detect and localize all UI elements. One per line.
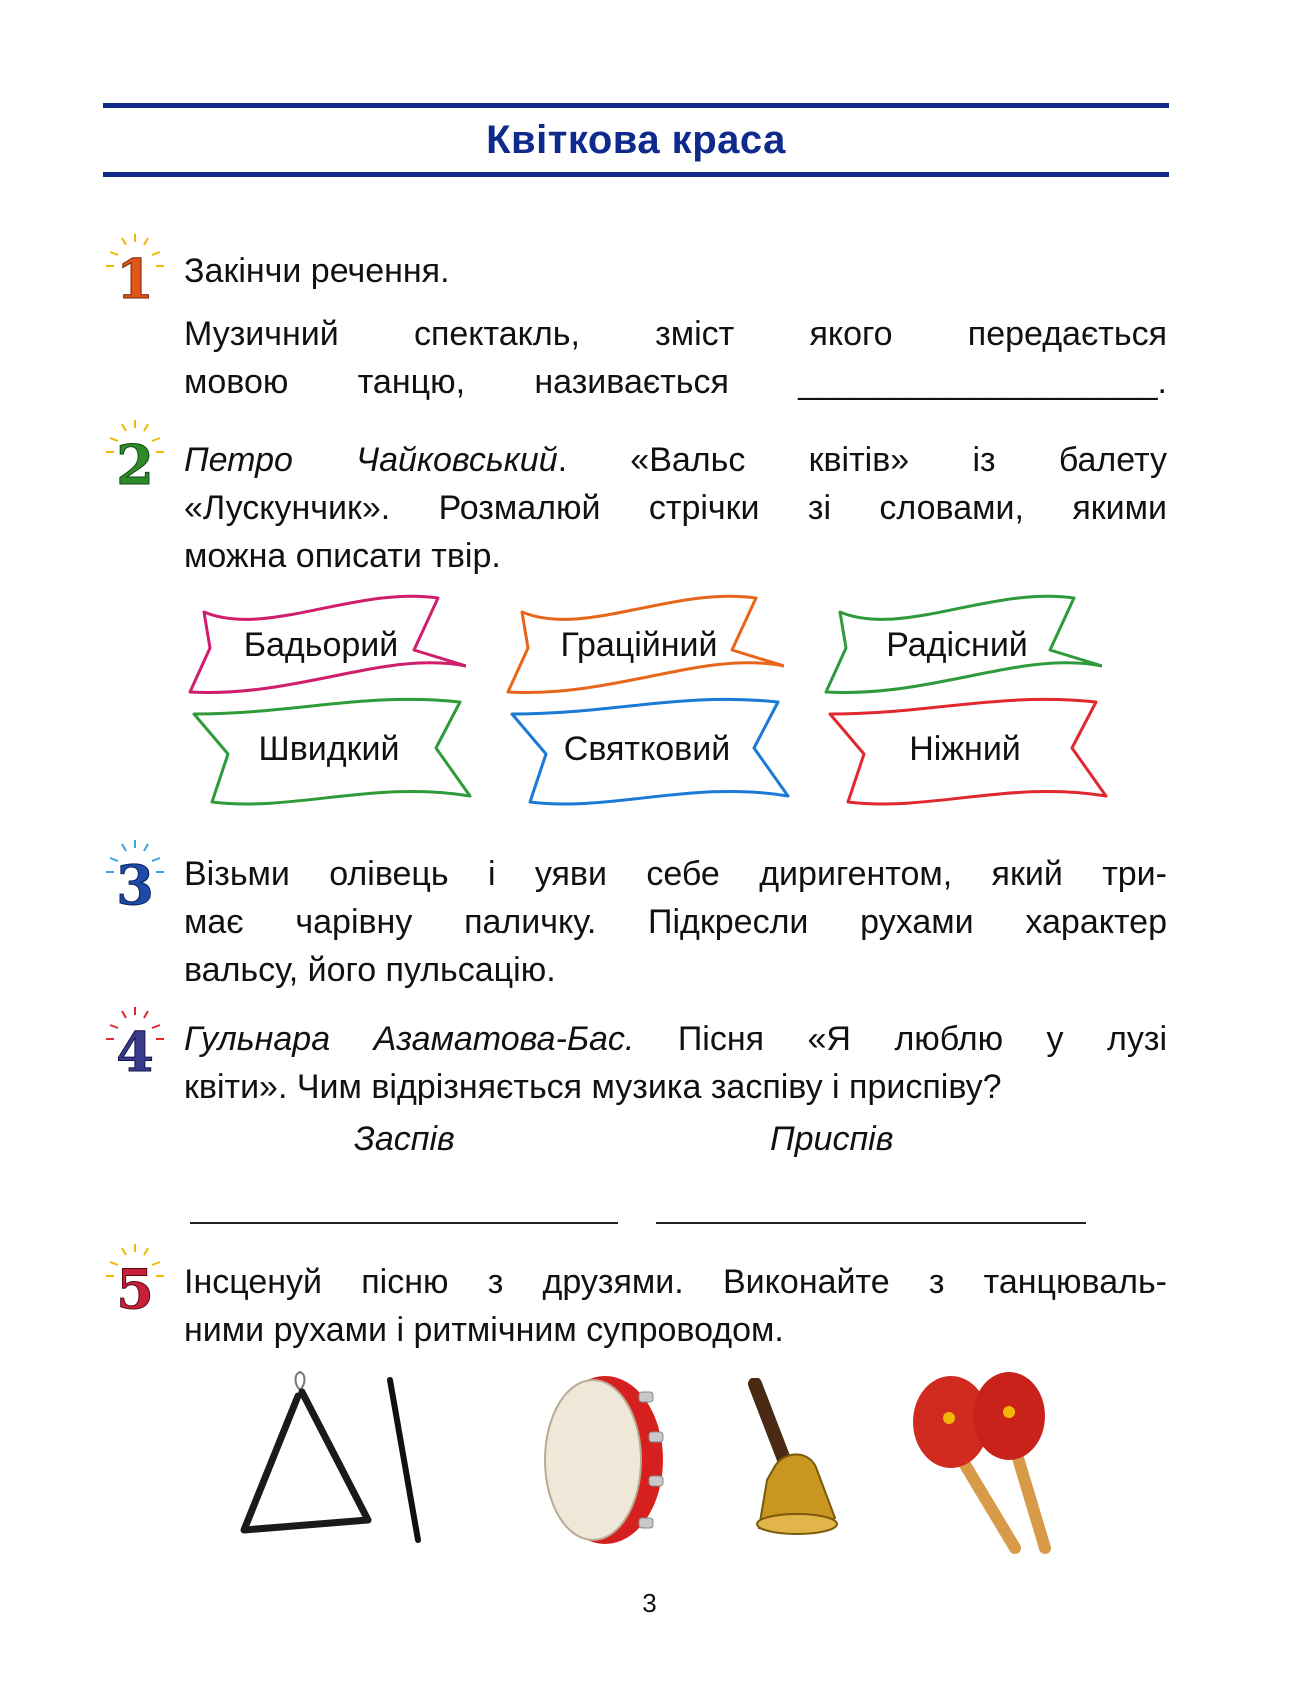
task4-line2: квіти». Чим відрізняється музика заспіву і приспіву? (184, 1068, 1002, 1106)
task3-line3: вальсу, його пульсацію. (184, 951, 556, 989)
ribbon-sviatkovyi[interactable] (502, 694, 792, 814)
task-number-2 (100, 418, 170, 497)
ribbon-badoryi[interactable] (176, 590, 466, 710)
task-number-4 (100, 1005, 170, 1084)
ribbon-label: Швидкий (258, 730, 400, 768)
bell-icon (745, 1378, 855, 1543)
svg-text:4: 4 (116, 1020, 154, 1084)
task2-composer: Петро Чайковський (184, 441, 558, 479)
ribbon-shvydkyi[interactable] (184, 694, 474, 814)
task2-line1: Петро Чайковський. «Вальс квітів» із балету (184, 441, 1168, 479)
task5-line1: Інсценуй пісню з друзями. Виконайте з танцюваль- (184, 1263, 1167, 1301)
triangle-icon (240, 1370, 440, 1555)
tambourine-icon (535, 1372, 665, 1553)
label-pryspiv: Приспів (770, 1120, 894, 1158)
task-number-1 (100, 232, 170, 311)
ribbon-label: Радісний (886, 626, 1028, 664)
label-zaspiv: Заспів (354, 1120, 455, 1158)
task4-composer: Гульнара Азаматова-Бас. (184, 1020, 635, 1058)
ribbon-label: Бадьорий (243, 626, 399, 664)
task5-line2: ними рухами і ритмічним супроводом. (184, 1311, 784, 1349)
svg-text:3: 3 (116, 853, 154, 917)
task-number-3 (100, 838, 170, 917)
ribbon-label: Святковий (563, 730, 731, 768)
ribbon-hratsiinyi[interactable] (494, 590, 784, 710)
page-title: Квіткова краса (486, 118, 786, 162)
task-number-5 (100, 1242, 170, 1321)
ribbon-nizhnyi[interactable] (820, 694, 1110, 814)
maracas-icon (905, 1368, 1065, 1563)
svg-text:5: 5 (116, 1257, 154, 1321)
ribbon-label: Граційний (560, 626, 718, 664)
task2-line2: «Лускунчик». Розмалюй стрічки зі словами, якими (184, 489, 1167, 527)
title-underline (103, 172, 1169, 177)
task4-line1: Гульнара Азаматова-Бас. Пісня «Я люблю у лузі (184, 1020, 1167, 1058)
svg-text:2: 2 (116, 433, 154, 497)
task1-line2: мовою танцю, називається ___________________. (184, 363, 1167, 401)
task1-instruction: Закінчи речення. (184, 252, 450, 290)
page-number: 3 (642, 1588, 657, 1618)
task3-line1: Візьми олівець і уяви себе диригентом, який три- (184, 855, 1167, 893)
top-rule (103, 103, 1169, 108)
answer-line-pryspiv[interactable] (656, 1222, 1086, 1224)
ribbon-label: Ніжний (909, 730, 1021, 768)
task2-line3: можна описати твір. (184, 537, 501, 575)
task1-line1: Музичний спектакль, зміст якого передається (184, 315, 1167, 353)
svg-text:1: 1 (116, 247, 154, 311)
ribbon-radisnyi[interactable] (812, 590, 1102, 710)
answer-line-zaspiv[interactable] (190, 1222, 618, 1224)
task3-line2: має чарівну паличку. Підкресли рухами характер (184, 903, 1167, 941)
